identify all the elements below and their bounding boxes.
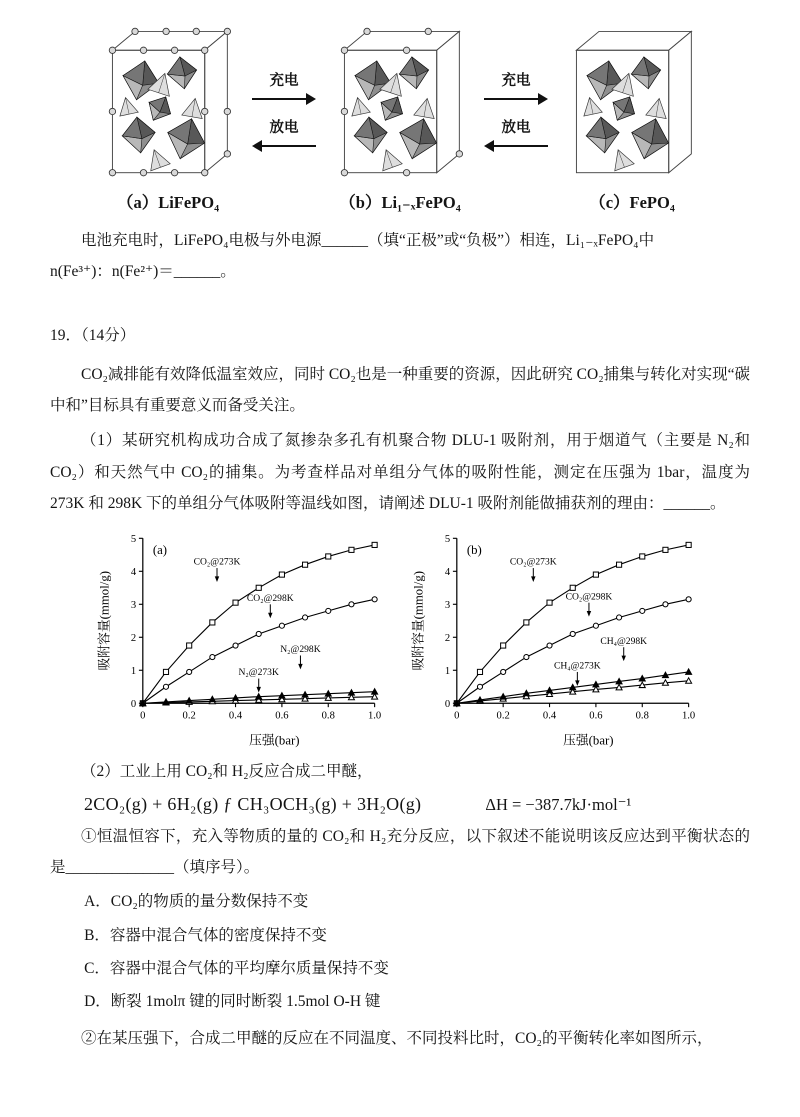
crystal-structure-lifepo4-image xyxy=(97,22,239,184)
charge-discharge-arrows-1 xyxy=(243,72,325,166)
svg-text:1.0: 1.0 xyxy=(368,710,382,722)
svg-text:4: 4 xyxy=(130,567,137,579)
option-a: A．CO₂的物质的量分数保持不变 xyxy=(84,893,309,911)
svg-text:0.8: 0.8 xyxy=(321,710,335,722)
svg-text:吸附容量(mmol/g): 吸附容量(mmol/g) xyxy=(411,571,426,671)
svg-text:0: 0 xyxy=(140,710,146,722)
option-d: D．断裂 1molπ 键的同时断裂 1.5mol O-H 键 xyxy=(84,993,381,1011)
svg-text:CO₂@298K: CO₂@298K xyxy=(565,591,613,603)
q19-sub1-text: ①恒温恒容下，充入等物质的量的 CO₂和 H₂充分反应，以下叙述不能说明该反应达到平衡状态的是______________（填序号）。 xyxy=(50,827,750,876)
q18-text-line1: 电池充电时，LiFePO₄电极与外电源______（填“正极”或“负极”）相连，Li₁₋ₓFePO₄中 xyxy=(81,232,655,249)
svg-text:3: 3 xyxy=(130,600,137,612)
charge-discharge-arrows-2 xyxy=(475,72,557,166)
svg-text:0.2: 0.2 xyxy=(496,710,510,722)
option-b: B．容器中混合气体的密度保持不变 xyxy=(84,926,327,944)
svg-text:N₂@298K: N₂@298K xyxy=(280,644,321,656)
svg-text:0.8: 0.8 xyxy=(635,710,649,722)
svg-text:0.6: 0.6 xyxy=(275,710,289,722)
crystal-a-block xyxy=(97,22,239,213)
discharge-label: 放电 xyxy=(501,120,531,137)
charge-label: 充电 xyxy=(269,73,299,89)
discharge-arrow-icon xyxy=(252,140,316,152)
svg-text:吸附容量(mmol/g): 吸附容量(mmol/g) xyxy=(97,571,112,671)
adsorption-chart-b xyxy=(410,527,702,748)
discharge-label: 放电 xyxy=(269,120,299,137)
crystal-c-caption: （c）FePO₄ xyxy=(589,193,675,212)
svg-text:(b): (b) xyxy=(466,543,482,558)
crystal-c-block xyxy=(561,22,703,213)
q19-part2-text: （2）工业上用 CO₂和 H₂反应合成二甲醚， xyxy=(81,763,373,781)
svg-text:0: 0 xyxy=(130,699,137,711)
option-list xyxy=(50,885,750,1018)
q19-header: 19．（14分） xyxy=(50,326,136,344)
svg-text:0.6: 0.6 xyxy=(589,710,603,722)
delta-h-value: ΔH = −387.7kJ·mol⁻¹ xyxy=(485,794,632,814)
q19-sub2-text: ②在某压强下，合成二甲醚的反应在不同温度、不同投料比时，CO₂的平衡转化率如图所示， xyxy=(81,1029,713,1047)
svg-text:1.0: 1.0 xyxy=(682,710,696,722)
svg-text:2: 2 xyxy=(444,633,451,645)
svg-text:CH₄@298K: CH₄@298K xyxy=(600,636,648,648)
crystal-b-caption: （b）Li₁₋ₓFePO₄ xyxy=(339,193,461,212)
svg-text:压强(bar): 压强(bar) xyxy=(563,733,614,748)
adsorption-isotherm-charts xyxy=(96,527,750,748)
svg-text:5: 5 xyxy=(444,534,451,546)
q19-intro: CO₂减排能有效降低温室效应，同时 CO₂也是一种重要的资源，因此研究 CO₂捕集与转化对实现“碳中和”目标具有重要意义而备受关注。 xyxy=(50,365,750,415)
svg-text:CO₂@273K: CO₂@273K xyxy=(509,557,557,569)
q18-text-line2: n(Fe³⁺)：n(Fe²⁺)＝______。 xyxy=(50,263,236,281)
svg-text:0.4: 0.4 xyxy=(542,710,557,722)
charge-label: 充电 xyxy=(501,73,531,89)
svg-text:CH₄@273K: CH₄@273K xyxy=(553,660,601,672)
svg-text:1: 1 xyxy=(444,666,451,678)
reaction-equation-row xyxy=(84,794,750,815)
svg-text:5: 5 xyxy=(130,534,137,546)
svg-text:0.2: 0.2 xyxy=(182,710,196,722)
svg-text:(a): (a) xyxy=(152,543,168,558)
svg-text:2: 2 xyxy=(130,633,137,645)
crystal-structures-figure xyxy=(50,22,750,213)
adsorption-chart-a xyxy=(96,527,388,748)
svg-text:CO₂@298K: CO₂@298K xyxy=(246,593,294,605)
q19-part1-text: （1）某研究机构成功合成了氮掺杂多孔有机聚合物 DLU-1 吸附剂，用于烟道气（主要是 N₂和 CO₂）和天然气中 CO₂的捕集。为考查样品对单组分气体的吸附性能，测定在压强为 1bar，温度为 273K 和 298K 下的单组分气体吸附等温线如图，请阐述 DLU-1 吸附剂能做捕获剂的理由：______。 xyxy=(50,432,750,513)
svg-text:0.4: 0.4 xyxy=(228,710,243,722)
svg-text:压强(bar): 压强(bar) xyxy=(249,733,300,748)
charge-arrow-icon xyxy=(484,93,548,105)
svg-text:CO₂@273K: CO₂@273K xyxy=(193,557,241,569)
crystal-structure-li1-xfepo4-image xyxy=(329,22,471,184)
crystal-a-caption: （a）LiFePO₄ xyxy=(116,193,220,212)
discharge-arrow-icon xyxy=(484,140,548,152)
crystal-structure-fepo4-image xyxy=(561,22,703,184)
reaction-equation: 2CO₂(g) + 6H₂(g) ƒ CH₃OCH₃(g) + 3H₂O(g) xyxy=(84,793,422,814)
option-c: C．容器中混合气体的平均摩尔质量保持不变 xyxy=(84,959,389,977)
svg-text:0: 0 xyxy=(454,710,460,722)
svg-text:1: 1 xyxy=(130,666,137,678)
svg-text:0: 0 xyxy=(444,699,451,711)
svg-text:N₂@273K: N₂@273K xyxy=(238,667,279,679)
svg-text:4: 4 xyxy=(444,567,451,579)
crystal-b-block xyxy=(329,22,471,213)
charge-arrow-icon xyxy=(252,93,316,105)
svg-text:3: 3 xyxy=(444,600,451,612)
